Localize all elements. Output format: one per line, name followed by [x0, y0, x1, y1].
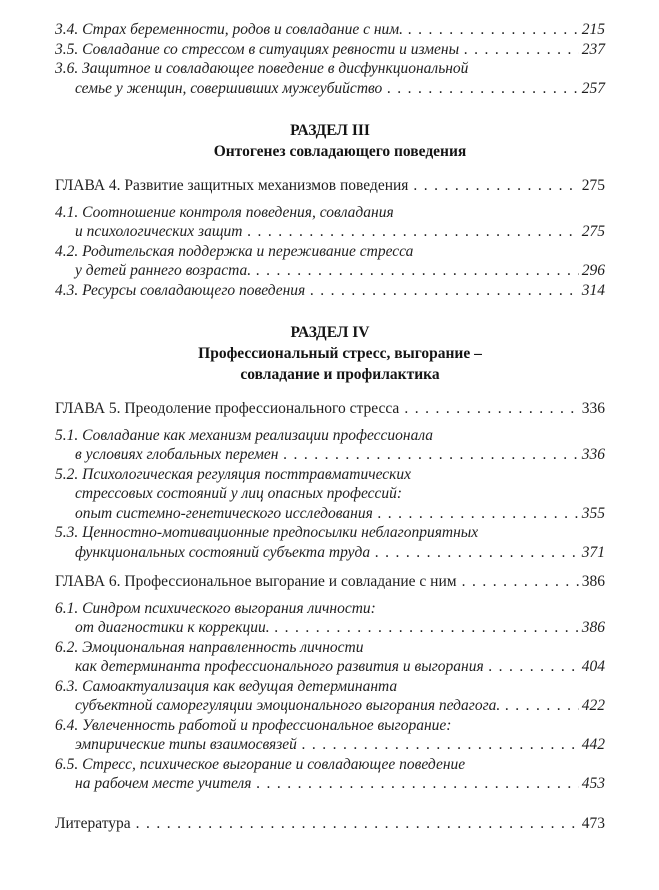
entry-title-line: 6.4. Увлеченность работой и профессиональное выгорание:	[55, 716, 452, 734]
entry-title-line: у детей раннего возраста.	[75, 262, 252, 279]
dot-leader	[408, 176, 578, 196]
page-number: 473	[581, 814, 605, 832]
page-number: 296	[581, 262, 605, 279]
page-number: 237	[581, 40, 605, 58]
entry-title-line: от диагностики к коррекции.	[75, 619, 270, 636]
dot-leader	[500, 696, 579, 716]
entry-title-line: 6.3. Самоактуализация как ведущая детерминанта	[55, 677, 398, 695]
entry-title-line: как детерминанта профессионального развития и выгорания	[75, 658, 484, 675]
page-number: 336	[581, 446, 605, 463]
page-number: 386	[581, 619, 605, 636]
entry-title-line: ГЛАВА 4. Развитие защитных механизмов поведения	[55, 177, 409, 194]
dot-leader	[243, 222, 579, 242]
dot-leader	[297, 735, 579, 755]
entry-title-line: на рабочем месте учителя	[75, 775, 252, 792]
entry-title-line: ГЛАВА 6. Профессиональное выгорание и совладание с ним	[55, 573, 457, 590]
dot-leader	[457, 572, 579, 592]
toc-entry	[55, 677, 605, 716]
section-heading	[55, 120, 605, 162]
dot-leader	[459, 40, 579, 60]
entry-title-line: ГЛАВА 5. Преодоление профессионального стресса	[55, 400, 400, 417]
toc-entry	[55, 523, 605, 562]
page-number: 386	[581, 573, 605, 590]
page-number: 275	[581, 223, 605, 240]
toc-entry	[55, 203, 605, 242]
chapter-entry	[55, 176, 605, 196]
toc-entry	[55, 20, 605, 40]
entry-title-line: субъектной саморегуляции эмоционального выгорания педагога.	[75, 697, 501, 714]
dot-leader	[278, 445, 578, 465]
entry-title-line: эмпирические типы взаимосвязей	[75, 736, 297, 753]
dot-leader	[484, 657, 579, 677]
entry-title-line: семье у женщин, совершивших мужеубийство	[75, 79, 383, 97]
toc-entry	[55, 426, 605, 465]
dot-leader	[382, 79, 578, 99]
dot-leader	[305, 281, 578, 301]
chapter-entry	[55, 399, 605, 419]
entry-title-line: и психологических защит	[75, 223, 243, 240]
page-number: 371	[581, 543, 605, 561]
toc-entry	[55, 59, 605, 98]
page-number: 257	[581, 79, 605, 97]
entry-title-line: 4.2. Родительская поддержка и переживание стресса	[55, 242, 414, 260]
page-number: 453	[581, 775, 605, 792]
entry-title-line: 6.2. Эмоциональная направленность личности	[55, 638, 364, 656]
dot-leader	[251, 774, 578, 794]
entry-title-line: 5.1. Совладание как механизм реализации профессионала	[55, 426, 434, 444]
toc-list	[55, 20, 605, 833]
entry-title-line: 6.1. Синдром психического выгорания личности:	[55, 599, 376, 617]
toc-entry	[55, 465, 605, 524]
page-number: 442	[581, 736, 605, 753]
section-heading-line: совладание и профилактика	[240, 366, 440, 383]
dot-leader	[399, 399, 578, 419]
dot-leader	[251, 261, 579, 281]
page-number: 215	[581, 21, 605, 38]
section-heading-line: РАЗДЕЛ IV	[290, 324, 370, 341]
toc-entry	[55, 638, 605, 677]
entry-title-line: в условиях глобальных перемен	[75, 446, 279, 463]
section-heading	[55, 322, 605, 385]
literature-entry	[55, 814, 605, 834]
page-number: 422	[581, 697, 605, 714]
entry-title-line: 6.5. Стресс, психическое выгорание и совладающее поведение	[55, 755, 466, 773]
section-heading-line: Онтогенез совладающего поведения	[213, 143, 467, 160]
entry-title-line: 3.5. Совладание со стрессом в ситуациях ревности и измены	[55, 40, 460, 58]
toc-entry	[55, 755, 605, 794]
entry-title-line: стрессовых состояний у лиц опасных профессий:	[75, 485, 403, 502]
dot-leader	[373, 504, 579, 524]
entry-title-line: 3.4. Страх беременности, родов и совладание с ним.	[55, 21, 404, 38]
chapter-entry	[55, 572, 605, 592]
toc-entry	[55, 599, 605, 638]
entry-title-line: опыт системно-генетического исследования	[75, 504, 373, 522]
toc-entry	[55, 716, 605, 755]
toc-entry	[55, 281, 605, 301]
dot-leader	[270, 618, 579, 638]
entry-title-line: 5.2. Психологическая регуляция посттравматических	[55, 465, 412, 483]
section-heading-line: Профессиональный стресс, выгорание –	[198, 345, 482, 362]
dot-leader	[370, 543, 579, 563]
toc-entry	[55, 242, 605, 281]
page-number: 314	[581, 281, 605, 299]
entry-title-line: 3.6. Защитное и совладающее поведение в дисфункциональной	[55, 60, 469, 77]
page-number: 275	[581, 177, 605, 194]
entry-title-line: 4.1. Соотношение контроля поведения, совладания	[55, 203, 394, 221]
section-heading-line: РАЗДЕЛ III	[290, 122, 370, 139]
entry-title-line: функциональных состояний субъекта труда	[75, 543, 371, 561]
page-number: 355	[581, 504, 605, 522]
dot-leader	[403, 20, 579, 40]
entry-title-line: 5.3. Ценностно-мотивационные предпосылки неблагоприятных	[55, 524, 479, 541]
entry-title-line: 4.3. Ресурсы совладающего поведения	[55, 281, 306, 299]
toc-entry	[55, 40, 605, 60]
dot-leader	[131, 814, 579, 834]
page-number: 336	[581, 400, 605, 417]
entry-title-line: Литература	[55, 814, 131, 832]
page-number: 404	[581, 658, 605, 675]
